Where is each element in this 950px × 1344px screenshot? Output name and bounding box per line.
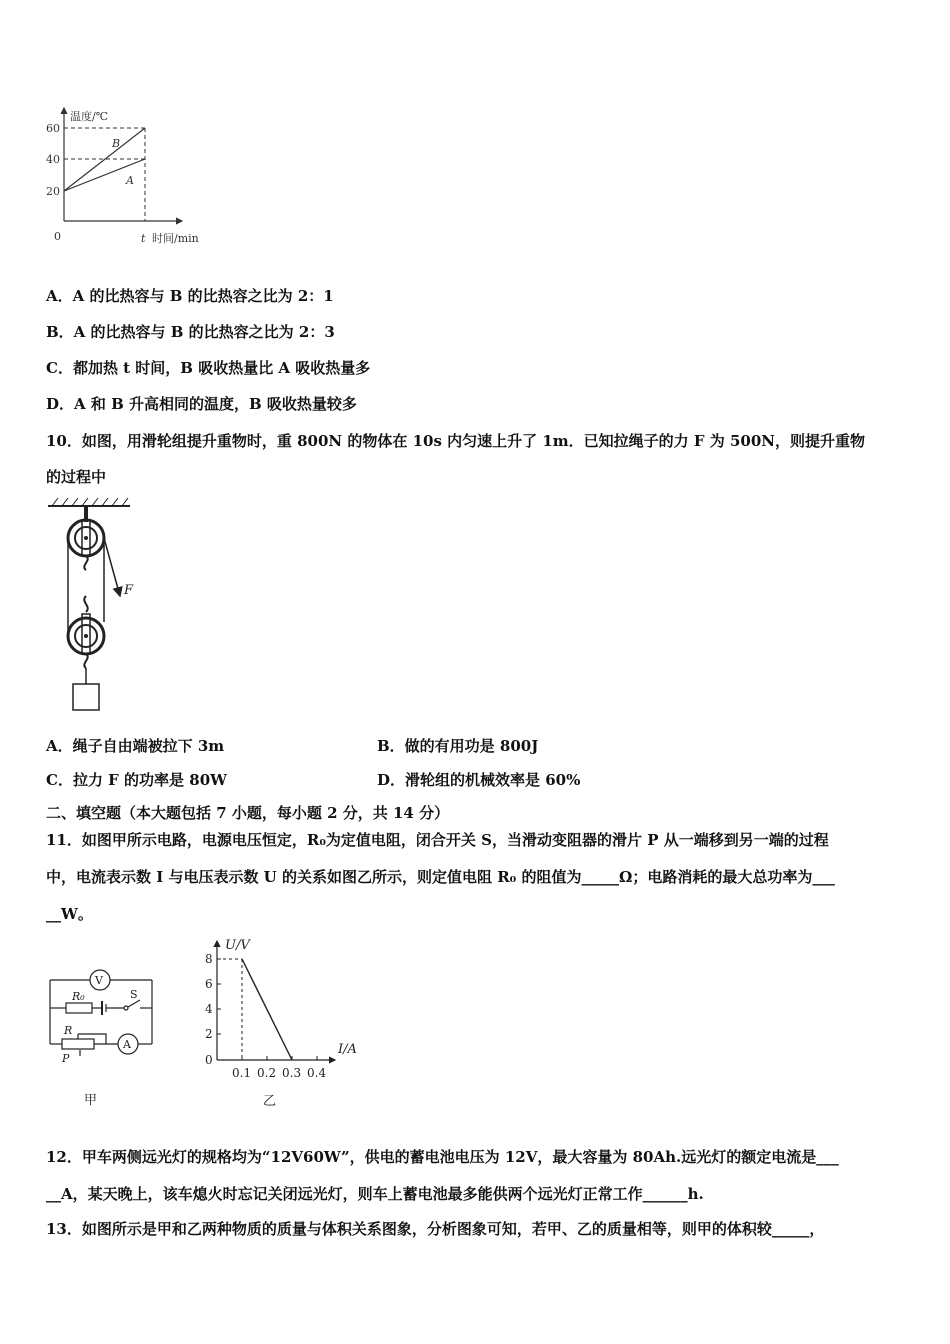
i-axis-label: I/A [338,1042,357,1057]
q12-line2: __A，某天晚上，该车熄火时忘记关闭远光灯，则车上蓄电池最多能供两个远光灯正常工作______h. [46,1185,704,1203]
ammeter-label: A [123,1038,131,1051]
u-i-graph [195,935,370,1110]
pulley-diagram [40,496,160,718]
i-tick-0-1: 0.1 [232,1066,252,1080]
q10-option-c: C．拉力 F 的功率是 80W [46,771,227,789]
i-tick-0-4: 0.4 [307,1066,327,1080]
i-tick-0-3: 0.3 [282,1066,302,1080]
u-tick-6: 6 [205,977,213,991]
q9-option-d: D．A 和 B 升高相同的温度，B 吸收热量较多 [46,395,357,413]
u-tick-2: 2 [205,1027,213,1041]
circuit-diagram [40,960,170,1110]
q9-option-b: B．A 的比热容与 B 的比热容之比为 2：3 [46,323,335,341]
y-tick-40: 40 [46,153,60,166]
q12-line1: 12．甲车两侧远光灯的规格均为“12V60W”，供电的蓄电池电压为 12V，最大容量为 80Ah.远光灯的额定电流是___ [46,1148,839,1166]
weight-block [73,684,99,710]
u-tick-4: 4 [205,1002,213,1016]
q9-option-c: C．都加热 t 时间，B 吸收热量比 A 吸收热量多 [46,359,371,377]
q10-stem-line1: 10．如图，用滑轮组提升重物时，重 800N 的物体在 10s 内匀速上升了 1m．已知拉绳子的力 F 为 500N，则提升重物 [46,432,865,450]
switch-label: S [130,988,138,1001]
q10-stem-line2: 的过程中 [46,468,107,486]
q10-option-d: D．滑轮组的机械效率是 60% [377,771,581,789]
p-label: P [62,1052,70,1065]
u-axis-label: U/V [225,938,250,953]
u-tick-8: 8 [205,952,213,966]
u-tick-0: 0 [205,1053,213,1067]
y-tick-60: 60 [46,122,60,135]
q11-line3: __W。 [46,905,93,923]
y-axis-label: 温度/℃ [70,110,109,123]
q9-option-a: A．A 的比热容与 B 的比热容之比为 2：1 [46,287,334,305]
temperature-time-graph [40,100,230,250]
r0-label: R₀ [72,990,85,1003]
q11-line2: 中，电流表示数 I 与电压表示数 U 的关系如图乙所示，则定值电阻 R₀ 的阻值为_____Ω；电路消耗的最大总功率为___ [46,868,835,886]
q11-line1: 11．如图甲所示电路，电源电压恒定，R₀为定值电阻，闭合开关 S，当滑动变阻器的滑片 P 从一端移到另一端的过程 [46,831,829,849]
u-i-line [242,959,292,1060]
graph-caption: 乙 [263,1094,277,1109]
force-label: F [124,583,134,598]
x-axis-label: 时间/min [152,232,199,245]
circuit-caption: 甲 [84,1093,98,1108]
t-tick: t [141,232,146,245]
line-a-label: A [126,174,134,187]
q10-option-a: A．绳子自由端被拉下 3m [46,737,225,755]
r-label: R [64,1024,73,1037]
q10-option-b: B．做的有用功是 800J [377,737,539,755]
line-b-label: B [112,137,121,150]
i-tick-0-2: 0.2 [257,1066,277,1080]
q13-line1: 13．如图所示是甲和乙两种物质的质量与体积关系图象，分析图象可知，若甲、乙的质量相等，则甲的体积较_____， [46,1220,825,1238]
y-tick-20: 20 [46,185,60,198]
pull-rope [104,538,120,596]
section-2-heading: 二、填空题（本大题包括 7 小题，每小题 2 分，共 14 分） [46,804,450,822]
voltmeter-label: V [95,974,103,987]
origin-label: 0 [54,230,61,243]
